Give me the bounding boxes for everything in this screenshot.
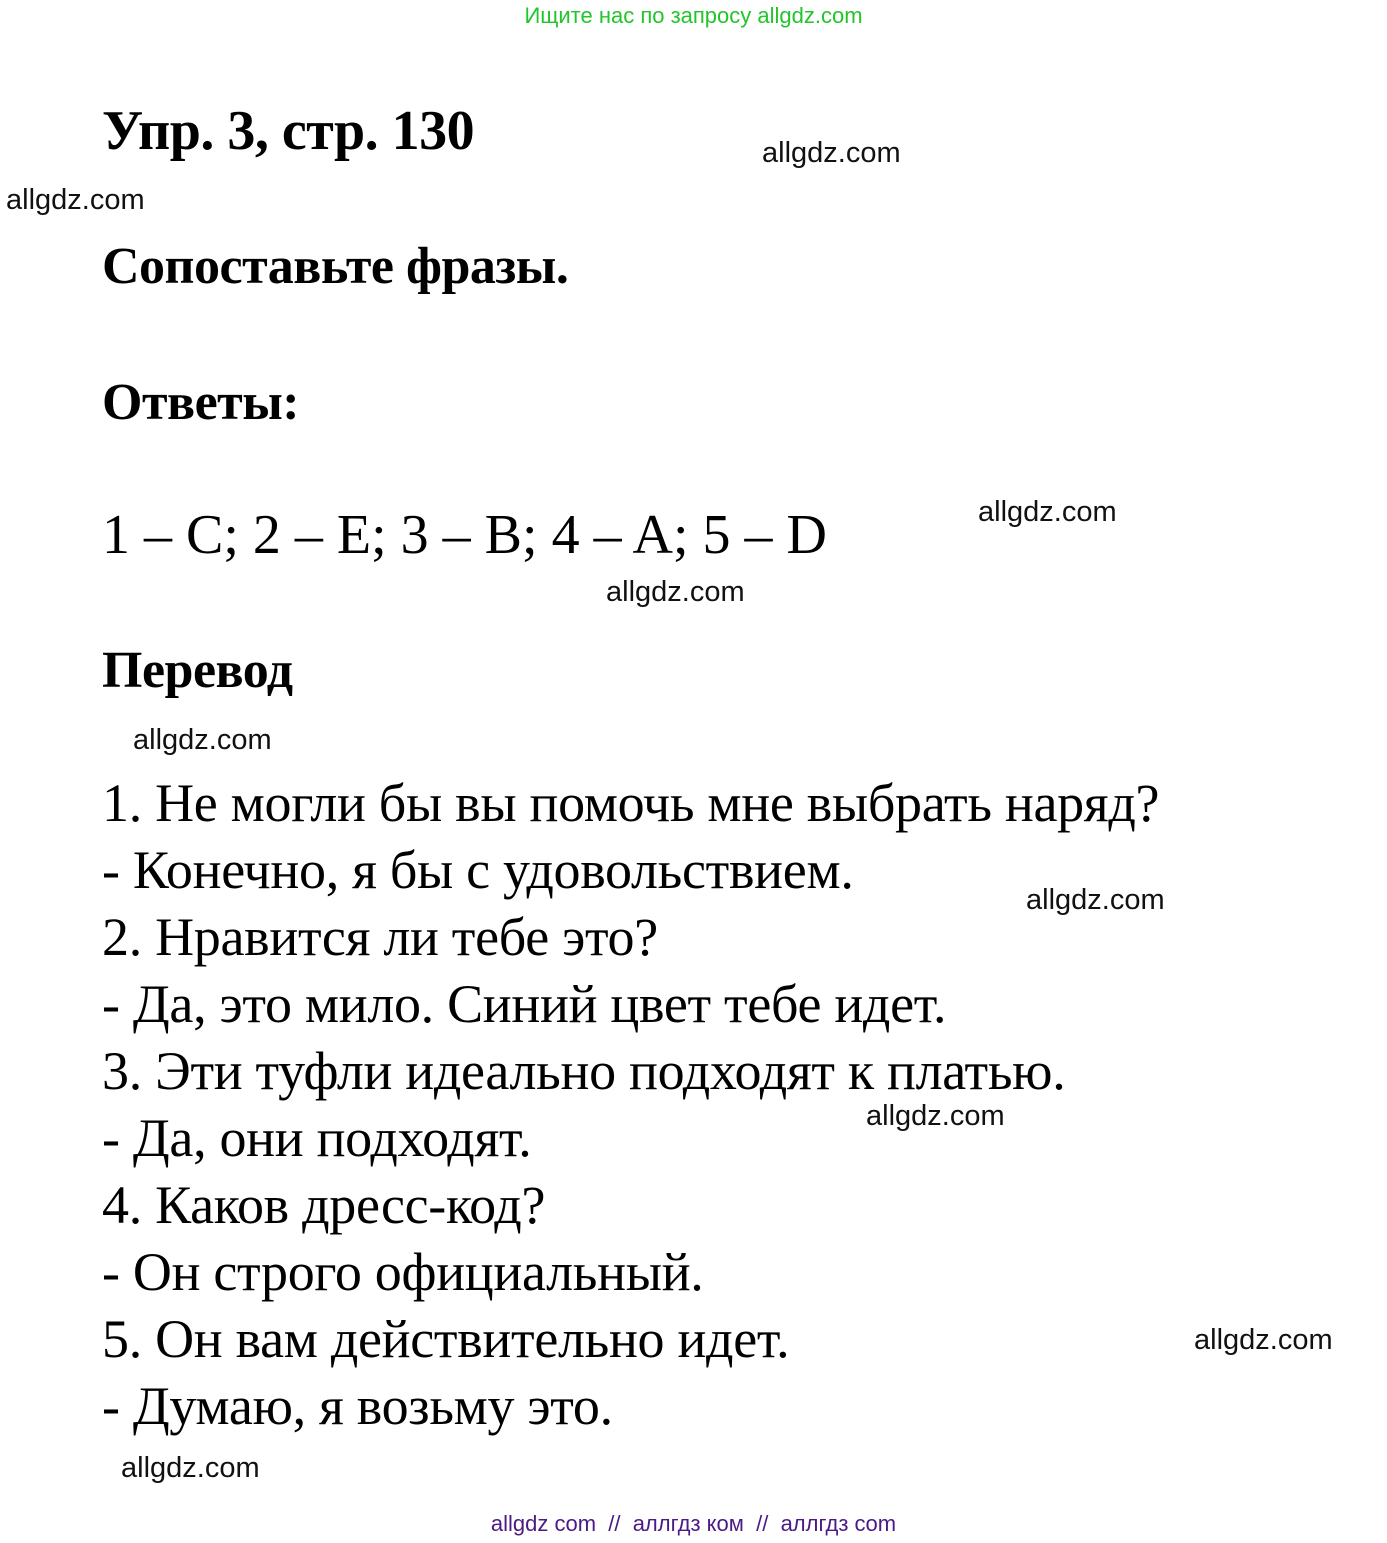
translation-line: - Да, это мило. Синий цвет тебе идет. [102, 974, 947, 1034]
watermark: allgdz.com [606, 576, 745, 608]
translation-line: 5. Он вам действительно идет. [102, 1309, 790, 1369]
footer-site-links: allgdz com // аллгдз ком // аллгдз com [490, 1511, 897, 1536]
translation-line: 4. Каков дресс-код? [102, 1175, 546, 1235]
task-instruction: Сопоставьте фразы. [102, 238, 569, 295]
watermark: allgdz.com [978, 496, 1117, 528]
watermark: allgdz.com [133, 724, 272, 756]
translation-line: 3. Эти туфли идеально подходят к платью. [102, 1041, 1066, 1101]
translation-line: - Думаю, я возьму это. [102, 1376, 613, 1436]
watermark: allgdz.com [1194, 1324, 1333, 1356]
translation-line: 1. Не могли бы вы помочь мне выбрать наряд? [102, 773, 1160, 833]
watermark: allgdz.com [121, 1452, 260, 1484]
search-promo-banner: Ищите нас по запросу allgdz.com [524, 3, 863, 28]
watermark: allgdz.com [762, 137, 901, 169]
answers-text: 1 – C; 2 – E; 3 – B; 4 – A; 5 – D [102, 504, 827, 566]
translation-line: - Он строго официальный. [102, 1242, 704, 1302]
translation-heading: Перевод [102, 642, 293, 699]
watermark: allgdz.com [6, 184, 145, 216]
answers-heading: Ответы: [102, 374, 300, 431]
translation-line: 2. Нравится ли тебе это? [102, 907, 658, 967]
translation-line: - Да, они подходят. [102, 1108, 532, 1168]
watermark: allgdz.com [866, 1100, 1005, 1132]
translation-line: - Конечно, я бы с удовольствием. [102, 840, 854, 900]
exercise-title: Упр. 3, стр. 130 [102, 100, 475, 162]
watermark: allgdz.com [1026, 884, 1165, 916]
